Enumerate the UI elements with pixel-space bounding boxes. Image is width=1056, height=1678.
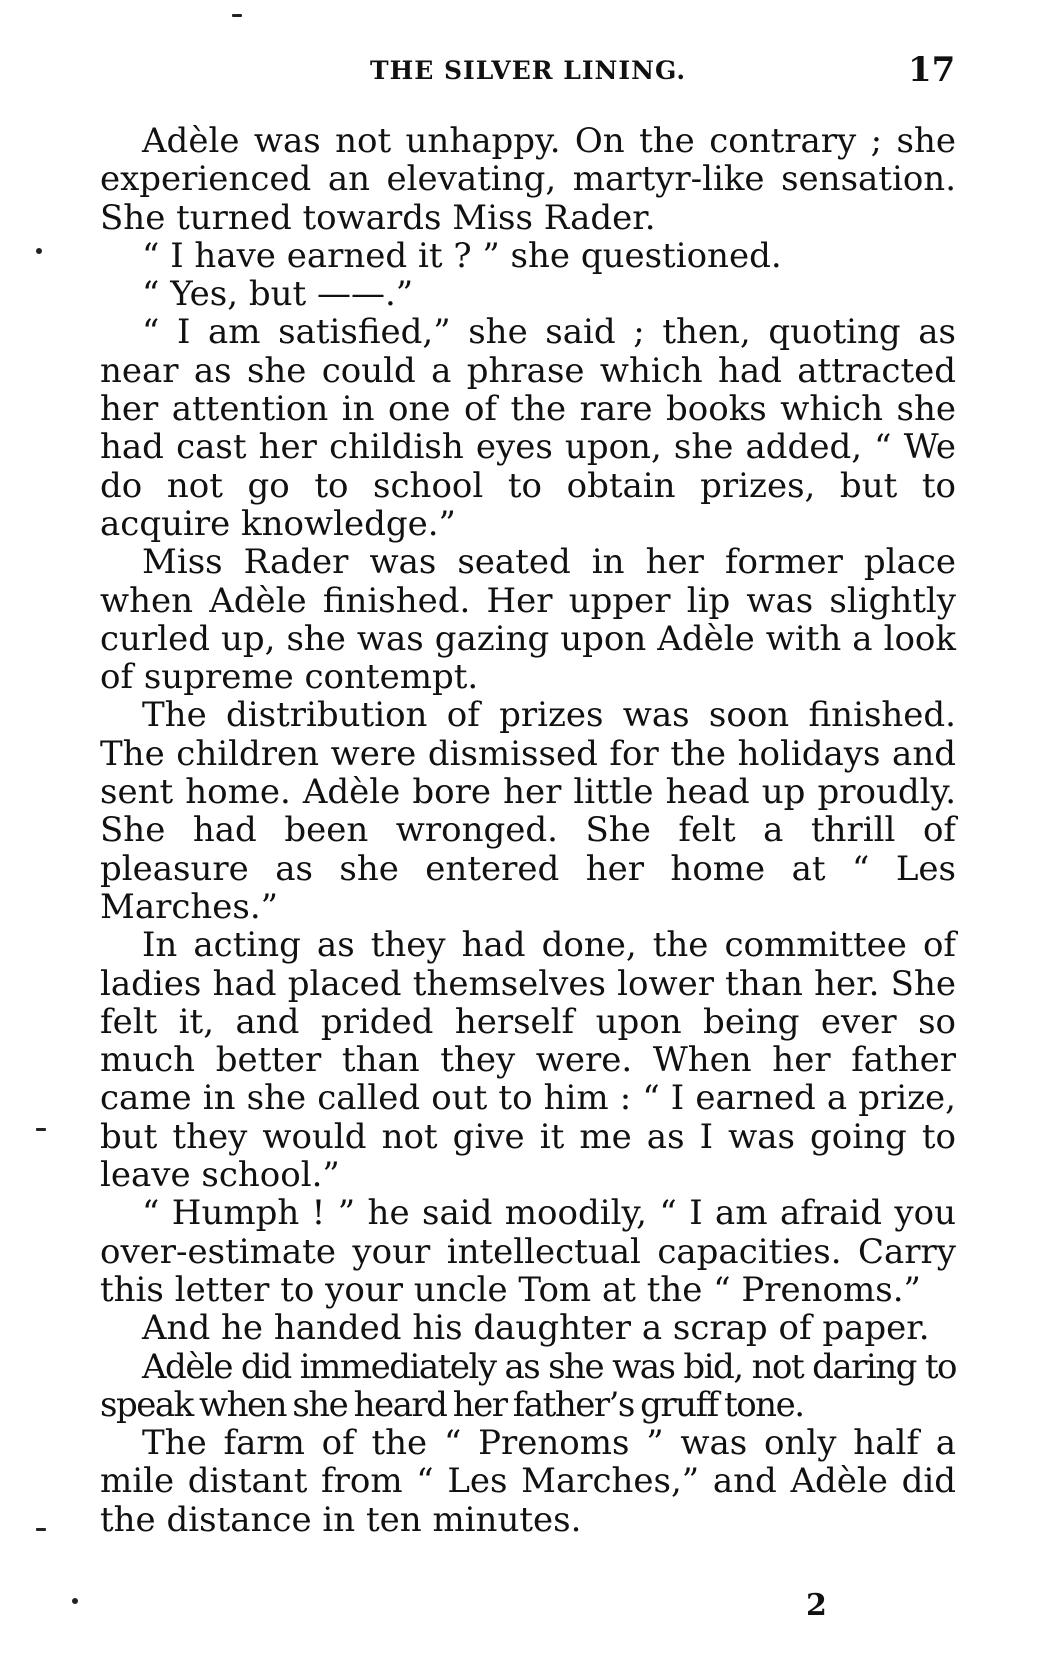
paragraph: The farm of the “ Prenoms ” was only half a mile distant from “ Les Marches,” and Adèle did the distance in ten minutes. — [100, 1423, 956, 1540]
paragraph: Miss Rader was seated in her former place when Adèle finished. Her upper lip was slightly curled up, she was gazing upon Adèle with a look of supreme contempt. — [100, 542, 956, 698]
ink-speck — [36, 248, 42, 254]
ink-speck — [36, 1128, 46, 1131]
page-number: 17 — [908, 50, 956, 90]
running-title: THE SILVER LINING. — [370, 56, 687, 85]
paragraph: “ I have earned it ? ” she questioned. — [142, 235, 782, 276]
paragraph: Adèle was not unhappy. On the contrary ; she experienced an elevating, martyr-like sensation. She turned towards Miss Rader. — [100, 121, 956, 238]
paragraph: And he handed his daughter a scrap of paper. — [142, 1308, 930, 1349]
paragraph: “ Humph ! ” he said moodily, “ I am afraid you over-estimate your intellectual capacities. Carry this letter to your uncle Tom at the “ Prenoms.” — [100, 1193, 956, 1310]
ink-speck — [232, 14, 242, 17]
paragraph: In acting as they had done, the committee of ladies had placed themselves lower than her. She felt it, and prided herself upon being ever so much better than they were. When her father came in she called out to him : “ I earned a prize, but they would not give it me as I was going to leave school.” — [100, 925, 956, 1196]
paragraph: Adèle did immediately as she was bid, not daring to speak when she heard her father’s gruff tone. — [100, 1346, 956, 1425]
ink-speck — [72, 1598, 78, 1604]
body-text — [100, 122, 956, 1539]
signature-mark: 2 — [806, 1588, 827, 1623]
paragraph: “ Yes, but ——.” — [142, 274, 414, 315]
ink-speck — [36, 1528, 46, 1531]
paragraph: “ I am satisfied,” she said ; then, quoting as near as she could a phrase which had attracted her attention in one of the rare books which she had cast her childish eyes upon, she added, “ We do not go to school to obtain prizes, but to acquire knowledge.” — [100, 312, 956, 544]
paragraph: The distribution of prizes was soon finished. The children were dismissed for the holidays and sent home. Adèle bore her little head up proudly. She had been wronged. She felt a thrill of pleasure as she entered her home at “ Les Marches.” — [100, 695, 956, 927]
